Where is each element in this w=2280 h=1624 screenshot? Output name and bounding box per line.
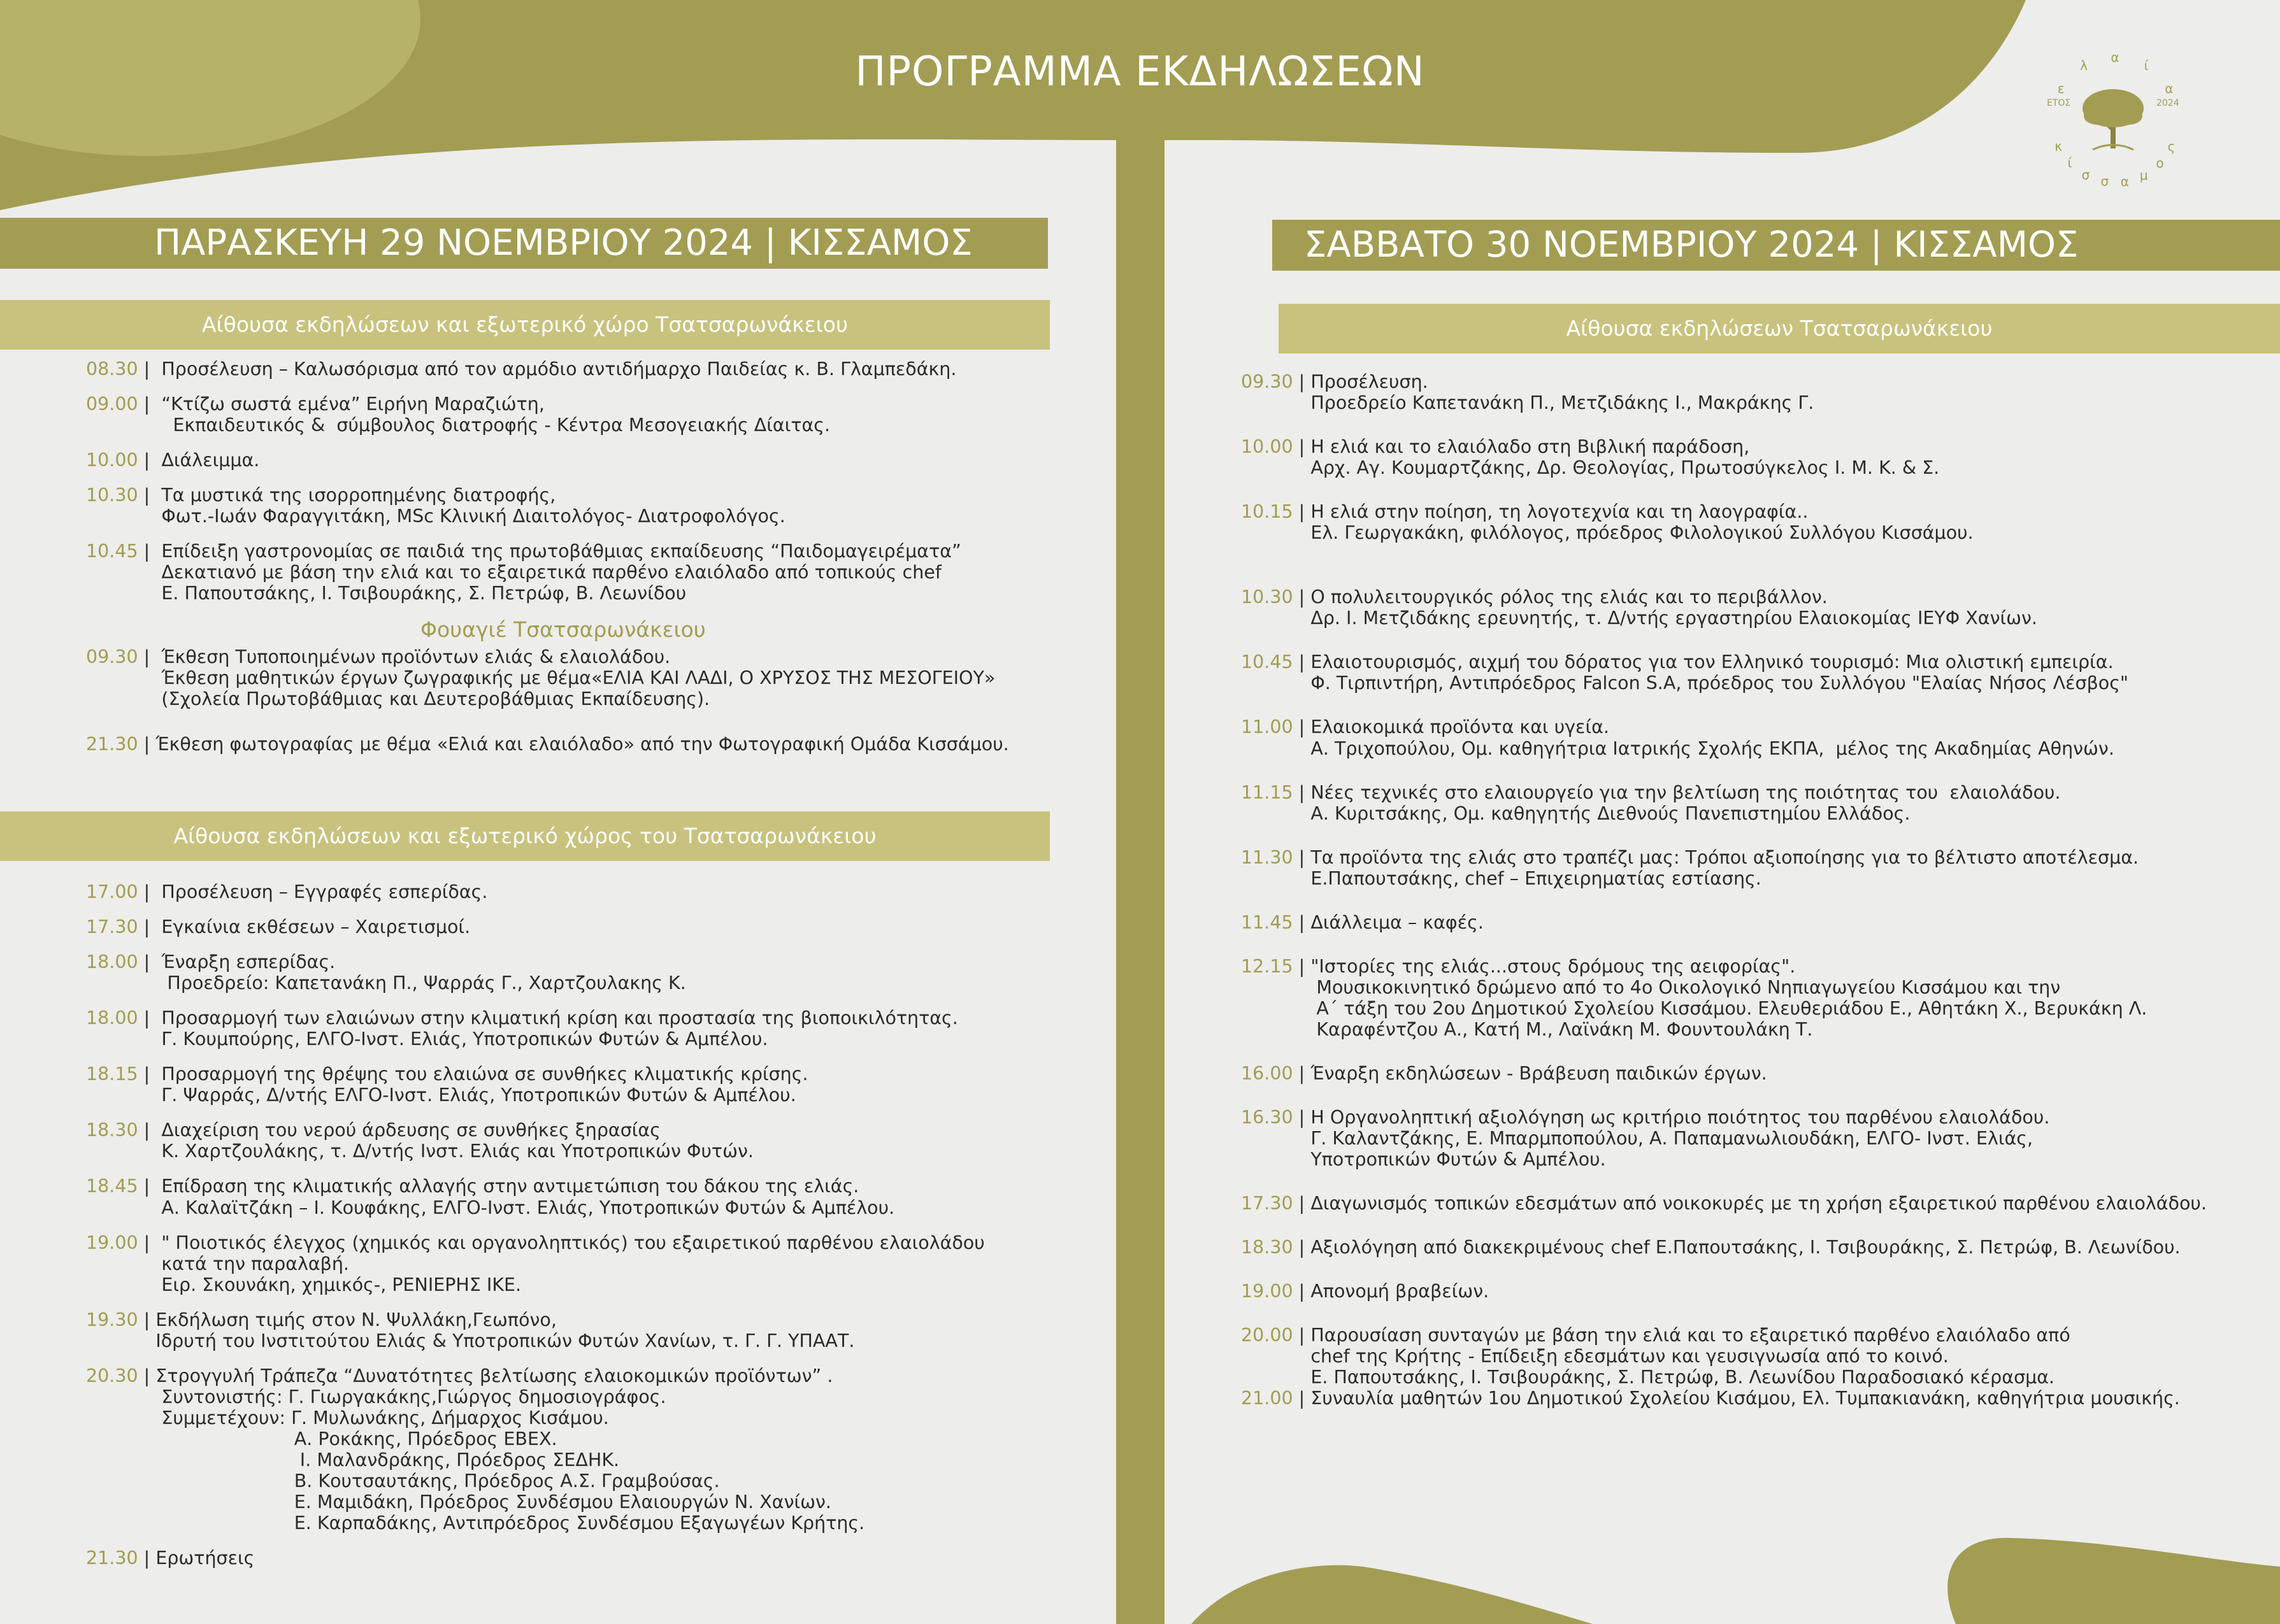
schedule-text: [161, 394, 830, 436]
logo-letter: α: [2120, 173, 2129, 189]
schedule-text: [1310, 1325, 2070, 1388]
schedule-text: [155, 1365, 864, 1534]
schedule-line: Ερωτήσεις: [155, 1548, 255, 1569]
schedule-line: Έκθεση φωτογραφίας με θέμα «Ελιά και ελαιόλαδο» από την Φωτογραφική Ομάδα Κισσάμου.: [155, 733, 1009, 755]
schedule-item: [1241, 587, 2207, 629]
schedule-text: [1310, 847, 2139, 889]
schedule-separator: |: [138, 951, 162, 973]
schedule-line: (Σχολεία Πρωτοβάθμιας και Δευτεροβάθμιας Εκπαίδευσης).: [161, 688, 710, 709]
schedule-line: Α΄ τάξη του 2ου Δημοτικού Σχολείου Κισσάμου. Ελευθεριάδου Ε., Αθητάκη Χ., Βερυκάκη Λ.: [1310, 997, 2147, 1019]
schedule-separator: |: [138, 1548, 156, 1569]
schedule-line: Επίδραση της κλιματικής αλλαγής στην αντιμετώπιση του δάκου της ελιάς.: [161, 1176, 859, 1197]
schedule-time: 18.00: [86, 1008, 138, 1029]
schedule-item: [1241, 1193, 2207, 1214]
schedule-item: [86, 646, 1009, 709]
schedule-time: 09.30: [1241, 371, 1293, 392]
schedule-text: [1310, 1063, 1767, 1084]
schedule-line: Προσαρμογή των ελαιώνων στην κλιματική κρίση και προστασία της βιοποικιλότητας.: [161, 1008, 958, 1029]
schedule-line: Διάλειμμα.: [161, 450, 260, 471]
schedule-item: [86, 1309, 985, 1351]
schedule-time: 17.00: [86, 881, 138, 902]
schedule-text: [1310, 956, 2147, 1040]
schedule-separator: |: [138, 1120, 162, 1141]
schedule-line: Προσέλευση.: [1310, 371, 1428, 392]
logo-letter: ο: [2156, 155, 2164, 171]
schedule-time: 18.15: [86, 1064, 138, 1085]
schedule-item: [86, 951, 985, 994]
schedule-line: “Κτίζω σωστά εμένα” Ειρήνη Μαραζιώτη,: [161, 394, 545, 415]
schedule-time: 20.00: [1241, 1325, 1293, 1346]
right-day-title: ΣΑΒΒΑΤΟ 30 ΝΟΕΜΒΡΙΟΥ 2024 | ΚΙΣΣΑΜΟΣ: [1304, 224, 2079, 266]
schedule-line: Προεδρείο Καπετανάκη Π., Μετζιδάκης Ι., Μακράκης Γ.: [1310, 392, 1814, 414]
left-section2-banner: [0, 811, 1050, 861]
schedule-item: [86, 1365, 985, 1534]
schedule-separator: |: [1293, 955, 1311, 977]
schedule-text: [1310, 716, 2114, 759]
schedule-text: [1310, 1281, 1489, 1302]
schedule-text: [161, 450, 259, 471]
schedule-item: [1241, 956, 2207, 1040]
schedule-item: [1241, 1388, 2207, 1409]
schedule-item: [1241, 1281, 2207, 1302]
schedule-time: 21.00: [1241, 1388, 1293, 1409]
left-section2-items: [86, 881, 985, 1569]
schedule-line: Εκπαιδευτικός & σύμβουλος διατροφής - Κέντρα Μεσογειακής Δίαιτας.: [161, 415, 831, 436]
left-section1-schedule: [86, 359, 1009, 755]
schedule-time: 09.00: [86, 394, 138, 415]
schedule-separator: |: [138, 1008, 162, 1029]
schedule-separator: |: [138, 450, 162, 471]
schedule-separator: |: [1293, 436, 1311, 458]
schedule-time: 21.30: [86, 1548, 138, 1569]
left-section1-items2: [86, 646, 1009, 755]
schedule-item: [1241, 1325, 2207, 1388]
left-section2-schedule: [86, 881, 985, 1569]
schedule-line: κατά την παραλαβή.: [161, 1253, 349, 1274]
logo-letter: λ: [2080, 58, 2088, 74]
schedule-text: [1310, 1193, 2207, 1214]
schedule-line: Διάλλειμα – καφές.: [1310, 911, 1484, 933]
left-section1-title: Αίθουσα εκδηλώσεων και εξωτερικό χώρο Τσατσαρωνάκειου: [201, 312, 849, 337]
right-section1-banner: [1279, 304, 2280, 353]
schedule-line: Μουσικοκινητικό δρώμενο από το 4ο Οικολογικό Νηπιαγωγείου Κισσάμου και την: [1310, 976, 2061, 998]
schedule-line: Ειρ. Σκουνάκη, χημικός-, ΡΕΝΙΕΡΗΣ ΙΚΕ.: [161, 1274, 522, 1295]
schedule-text: [161, 1120, 754, 1162]
left-section1-items: [86, 359, 1009, 604]
schedule-separator: |: [1293, 716, 1311, 738]
schedule-line: Ι. Μαλανδράκης, Πρόεδρος ΣΕΔΗΚ.: [155, 1449, 620, 1471]
left-section1-banner: [0, 300, 1050, 350]
schedule-time: 18.00: [86, 951, 138, 973]
schedule-item: [86, 881, 985, 902]
center-divider: [1116, 139, 1165, 1624]
schedule-line: Έκθεση μαθητικών έργων ζωγραφικής με θέμα«ΕΛΙΑ ΚΑΙ ΛΑΔΙ, Ο ΧΡΥΣΟΣ ΤΗΣ ΜΕΣΟΓΕΙΟΥ»: [161, 667, 996, 688]
schedule-separator: |: [138, 646, 162, 667]
schedule-time: 10.15: [1241, 501, 1293, 523]
left-day-title: ΠΑΡΑΣΚΕΥΗ 29 ΝΟΕΜΒΡΙΟΥ 2024 | ΚΙΣΣΑΜΟΣ: [154, 222, 973, 264]
schedule-time: 11.45: [1241, 911, 1293, 933]
schedule-separator: |: [1293, 1193, 1311, 1214]
schedule-item: [1241, 782, 2207, 824]
right-section1-title: Αίθουσα εκδηλώσεων Τσατσαρωνάκειου: [1566, 316, 1993, 341]
schedule-text: [161, 916, 470, 937]
schedule-line: Έναρξη εσπερίδας.: [161, 951, 336, 973]
schedule-separator: |: [138, 733, 156, 755]
schedule-line: Εγκαίνια εκθέσεων – Χαιρετισμοί.: [161, 916, 471, 938]
schedule-line: "Ιστορίες της ελιάς...στους δρόμους της αειφορίας".: [1310, 955, 1796, 977]
schedule-line: Ιδρυτή του Ινστιτούτου Ελιάς & Υποτροπικών Φυτών Χανίων, τ. Γ. Γ. ΥΠΑΑΤ.: [155, 1330, 855, 1351]
schedule-item: [86, 359, 1009, 380]
schedule-time: 17.30: [1241, 1193, 1293, 1214]
schedule-text: [1310, 587, 2037, 629]
right-section1-items: [1241, 371, 2207, 1409]
schedule-text: [161, 1008, 957, 1050]
schedule-separator: |: [1293, 1062, 1311, 1084]
schedule-line: Έκθεση Τυποποιημένων προϊόντων ελιάς & ελαιολάδου.: [161, 646, 671, 667]
schedule-separator: |: [1293, 1388, 1311, 1409]
schedule-item: [1241, 847, 2207, 889]
schedule-line: Συμμετέχουν: Γ. Μυλωνάκης, Δήμαρχος Κισάμου.: [155, 1407, 609, 1428]
schedule-line: Γ. Κουμπούρης, ΕΛΓΟ-Ινστ. Ελιάς, Υποτροπικών Φυτών & Αμπέλου.: [161, 1029, 768, 1050]
schedule-text: [1310, 1388, 2180, 1409]
schedule-line: Ελ. Γεωργακάκη, φιλόλογος, πρόεδρος Φιλολογικού Συλλόγου Κισσάμου.: [1310, 522, 1974, 544]
left-subheading: Φουαγιέ Τσατσαρωνάκειου: [420, 617, 706, 643]
schedule-text: [1310, 1107, 2049, 1170]
schedule-time: 10.30: [86, 485, 138, 506]
schedule-text: [1310, 912, 1484, 933]
logo-letter: μ: [2139, 167, 2148, 183]
schedule-line: Προεδρείο: Καπετανάκη Π., Ψαρράς Γ., Χαρτζουλακης Κ.: [161, 972, 686, 994]
schedule-line: Στρογγυλή Τράπεζα “Δυνατότητες βελτίωσης ελαιοκομικών προϊόντων” .: [155, 1365, 833, 1386]
schedule-item: [86, 1232, 985, 1295]
schedule-separator: |: [138, 916, 162, 938]
schedule-time: 10.00: [1241, 436, 1293, 458]
schedule-line: Τα μυστικά της ισορροπημένης διατροφής,: [161, 485, 556, 506]
schedule-separator: |: [1293, 587, 1311, 608]
schedule-item: [1241, 716, 2207, 759]
schedule-text: [161, 541, 961, 604]
schedule-item: [1241, 371, 2207, 413]
olive-tree-logo: [2035, 45, 2195, 204]
schedule-time: 11.00: [1241, 716, 1293, 738]
schedule-separator: |: [138, 359, 162, 380]
logo-right-label: 2024: [2156, 98, 2179, 108]
schedule-item: [1241, 1107, 2207, 1170]
schedule-text: [161, 359, 956, 380]
schedule-text: [161, 646, 995, 709]
schedule-item: [1241, 501, 2207, 543]
schedule-time: 21.30: [86, 733, 138, 755]
schedule-line: Ο πολυλειτουργικός ρόλος της ελιάς και το περιβάλλον.: [1310, 587, 1828, 608]
schedule-line: Προσέλευση – Καλωσόρισμα από τον αρμόδιο αντιδήμαρχο Παιδείας κ. Β. Γλαμπεδάκη.: [161, 359, 957, 380]
logo-letter: ε: [2057, 81, 2065, 96]
schedule-text: [1310, 501, 1973, 543]
schedule-item: [86, 734, 1009, 755]
schedule-time: 18.30: [1241, 1237, 1293, 1258]
schedule-time: 19.00: [1241, 1281, 1293, 1302]
schedule-text: [161, 1064, 808, 1106]
schedule-line: Ε. Παπουτσάκης, Ι. Τσιβουράκης, Σ. Πετρώφ, Β. Λεωνίδου Παραδοσιακό κέρασμα.: [1310, 1367, 2055, 1388]
schedule-item: [86, 916, 985, 937]
schedule-line: Ε. Καρπαδάκης, Αντιπρόεδρος Συνδέσμου Εξαγωγέων Κρήτης.: [155, 1513, 865, 1534]
schedule-time: 08.30: [86, 359, 138, 380]
schedule-separator: |: [138, 541, 162, 562]
schedule-text: [161, 881, 487, 902]
right-section1-schedule: [1241, 371, 2207, 1421]
logo-letter: α: [2165, 81, 2174, 96]
right-day-banner: [1272, 220, 2280, 271]
schedule-line: Φ. Τιρπιντήρη, Αντιπρόεδρος Falcon S.A, πρόεδρος του Συλλόγου "Ελαίας Νήσος Λέσβος": [1310, 673, 2129, 694]
schedule-line: Ε. Παπουτσάκης, Ι. Τσιβουράκης, Σ. Πετρώφ, Β. Λεωνίδου: [161, 583, 687, 604]
schedule-text: [155, 1309, 854, 1351]
bottom-right-blob: [1947, 1538, 2280, 1624]
schedule-line: Η ελιά στην ποίηση, τη λογοτεχνία και τη λαογραφία..: [1310, 501, 1809, 523]
schedule-separator: |: [1293, 781, 1311, 803]
schedule-time: 10.00: [86, 450, 138, 471]
schedule-line: Εκδήλωση τιμής στον Ν. Ψυλλάκη,Γεωπόνο,: [155, 1309, 557, 1330]
schedule-text: [155, 1548, 254, 1569]
schedule-separator: |: [1293, 1325, 1311, 1346]
schedule-time: 10.30: [1241, 587, 1293, 608]
schedule-separator: |: [138, 485, 162, 506]
schedule-time: 19.30: [86, 1309, 138, 1330]
logo-letter: α: [2111, 50, 2119, 65]
schedule-text: [1310, 371, 1814, 413]
schedule-time: 16.00: [1241, 1062, 1293, 1084]
schedule-item: [86, 485, 1009, 527]
logo-left-label: ΕΤΟΣ: [2047, 98, 2071, 108]
schedule-line: Γ. Ψαρράς, Δ/ντής ΕΛΓΟ-Ινστ. Ελιάς, Υποτροπικών Φυτών & Αμπέλου.: [161, 1085, 796, 1106]
bottom-center-blob: [1191, 1565, 1593, 1624]
schedule-time: 17.30: [86, 916, 138, 938]
schedule-text: [1310, 1237, 2180, 1258]
schedule-time: 18.30: [86, 1120, 138, 1141]
schedule-time: 09.30: [86, 646, 138, 667]
schedule-item: [1241, 1063, 2207, 1084]
schedule-text: [161, 485, 785, 527]
schedule-time: 10.45: [1241, 652, 1293, 673]
schedule-separator: |: [1293, 911, 1311, 933]
schedule-line: Αξιολόγηση από διακεκριμένους chef Ε.Παπουτσάκης, Ι. Τσιβουράκης, Σ. Πετρώφ, Β. Λεωνίδου.: [1310, 1237, 2181, 1258]
schedule-item: [86, 1120, 985, 1162]
schedule-item: [86, 450, 1009, 471]
olive-tree-icon: [2083, 89, 2144, 150]
schedule-line: Κ. Χαρτζουλάκης, τ. Δ/ντής Ινστ. Ελιάς και Υποτροπικών Φυτών.: [161, 1141, 754, 1162]
schedule-line: Φωτ.-Ιωάν Φαραγγιτάκη, MSc Κλινική Διαιτολόγος- Διατροφολόγος.: [161, 506, 785, 527]
page-title: ΠΡΟΓΡΑΜΜΑ ΕΚΔΗΛΩΣΕΩΝ: [855, 48, 1425, 96]
schedule-separator: |: [138, 881, 162, 902]
schedule-time: 10.45: [86, 541, 138, 562]
schedule-separator: |: [1293, 501, 1311, 523]
schedule-line: Η ελιά και το ελαιόλαδο στη Βιβλική παράδοση,: [1310, 436, 1750, 458]
schedule-line: Διαχείριση του νερού άρδευσης σε συνθήκες ξηρασίας: [161, 1120, 661, 1141]
schedule-line: Δρ. Ι. Μετζιδάκης ερευνητής, τ. Δ/ντής εργαστηρίου Ελαιοκομίας ΙΕΥΦ Χανίων.: [1310, 608, 2037, 629]
schedule-separator: |: [138, 1176, 162, 1197]
schedule-item: [86, 1064, 985, 1106]
schedule-text: [1310, 652, 2128, 694]
schedule-item: [86, 1548, 985, 1569]
left-section2-title: Αίθουσα εκδηλώσεων και εξωτερικό χώρος του Τσατσαρωνάκειου: [173, 823, 877, 848]
left-day-banner: [0, 218, 1048, 269]
schedule-line: Α. Ροκάκης, Πρόεδρος ΕΒΕΧ.: [155, 1428, 557, 1449]
schedule-time: 18.45: [86, 1176, 138, 1197]
schedule-line: Τα προϊόντα της ελιάς στο τραπέζι μας: Τρόποι αξιοποίησης για το βέλτιστο αποτέλεσμα.: [1310, 846, 2139, 868]
logo-letter: κ: [2054, 138, 2063, 154]
schedule-time: 11.30: [1241, 846, 1293, 868]
schedule-separator: |: [138, 1232, 162, 1253]
schedule-line: Νέες τεχνικές στο ελαιουργείο για την βελτίωση της ποιότητας του ελαιολάδου.: [1310, 781, 2061, 803]
schedule-line: Ε. Μαμιδάκη, Πρόεδρος Συνδέσμου Ελαιουργών Ν. Χανίων.: [155, 1492, 831, 1513]
schedule-text: [1310, 782, 2060, 824]
schedule-line: Β. Κουτσαυτάκης, Πρόεδρος Α.Σ. Γραμβούσας.: [155, 1471, 720, 1492]
logo-letter: ί: [2144, 58, 2149, 74]
schedule-item: [1241, 652, 2207, 694]
schedule-line: Έναρξη εκδηλώσεων - Βράβευση παιδικών έργων.: [1310, 1062, 1767, 1084]
logo-letter: ς: [2167, 139, 2176, 155]
schedule-line: Επίδειξη γαστρονομίας σε παιδιά της πρωτοβάθμιας εκπαίδευσης “Παιδομαγειρέματα”: [161, 541, 961, 562]
schedule-separator: |: [138, 1064, 162, 1085]
schedule-text: [161, 951, 685, 994]
schedule-line: Απονομή βραβείων.: [1310, 1281, 1489, 1302]
schedule-line: Η Οργανοληπτική αξιολόγηση ως κριτήριο ποιότητος του παρθένου ελαιολάδου.: [1310, 1107, 2050, 1129]
schedule-text: [161, 1176, 894, 1218]
schedule-item: [86, 1176, 985, 1218]
schedule-separator: |: [138, 1365, 156, 1386]
schedule-line: Γ. Καλαντζάκης, Ε. Μπαρμποπούλου, Α. Παπαμανωλιουδάκη, ΕΛΓΟ- Ινστ. Ελιάς,: [1310, 1128, 2033, 1150]
schedule-separator: |: [1293, 1281, 1311, 1302]
schedule-line: Ε.Παπουτσάκης, chef – Επιχειρηματίας εστίασης.: [1310, 867, 1761, 889]
schedule-line: Α. Κυριτσάκης, Ομ. καθηγητής Διεθνούς Πανεπιστημίου Ελλάδος.: [1310, 802, 1911, 824]
schedule-line: " Ποιοτικός έλεγχος (χημικός και οργανοληπτικός) του εξαιρετικού παρθένου ελαιολάδου: [161, 1232, 985, 1253]
schedule-time: 19.00: [86, 1232, 138, 1253]
schedule-time: 12.15: [1241, 955, 1293, 977]
schedule-text: [1310, 436, 1939, 478]
schedule-item: [86, 1008, 985, 1050]
schedule-line: Δεκατιανό με βάση την ελιά και το εξαιρετικά παρθένο ελαιόλαδο από τοπικούς chef: [161, 562, 942, 583]
schedule-line: Διαγωνισμός τοπικών εδεσμάτων από νοικοκυρές με τη χρήση εξαιρετικού παρθένου ελαιολάδου.: [1310, 1193, 2207, 1214]
schedule-separator: |: [1293, 846, 1311, 868]
schedule-separator: |: [1293, 652, 1311, 673]
schedule-line: Αρχ. Αγ. Κουμαρτζάκης, Δρ. Θεολογίας, Πρωτοσύγκελος Ι. Μ. Κ. & Σ.: [1310, 457, 1940, 479]
schedule-line: Α. Καλαϊτζάκη – Ι. Κουφάκης, ΕΛΓΟ-Ινστ. Ελιάς, Υποτροπικών Φυτών & Αμπέλου.: [161, 1197, 895, 1218]
schedule-item: [1241, 912, 2207, 933]
schedule-time: 20.30: [86, 1365, 138, 1386]
schedule-separator: |: [138, 1309, 156, 1330]
schedule-line: Ελαιοτουρισμός, αιχμή του δόρατος για τον Ελληνικό τουρισμό: Μια ολιστική εμπειρία.: [1310, 652, 2114, 673]
schedule-separator: |: [138, 394, 162, 415]
schedule-line: Α. Τριχοπούλου, Ομ. καθηγήτρια Ιατρικής Σχολής ΕΚΠΑ, μέλος της Ακαδημίας Αθηνών.: [1310, 737, 2114, 759]
schedule-line: Ελαιοκομικά προϊόντα και υγεία.: [1310, 716, 1609, 738]
logo-letter: σ: [2081, 167, 2090, 183]
schedule-item: [86, 394, 1009, 436]
schedule-line: Συναυλία μαθητών 1ου Δημοτικού Σχολείου Κισάμου, Ελ. Τυμπακιανάκη, καθηγήτρια μουσικής.: [1310, 1388, 2180, 1409]
schedule-separator: |: [1293, 1237, 1311, 1258]
schedule-line: chef της Κρήτης - Επίδειξη εδεσμάτων και γευσιγνωσία από το κοινό.: [1310, 1346, 1949, 1367]
schedule-text: [155, 734, 1008, 755]
schedule-item: [86, 541, 1009, 604]
schedule-item: [1241, 1237, 2207, 1258]
schedule-line: Καραφέντζου Α., Κατή Μ., Λαϊνάκη Μ. Φουντουλάκη Τ.: [1310, 1018, 1813, 1040]
schedule-line: Παρουσίαση συνταγών με βάση την ελιά και το εξαιρετικό παρθένο ελαιόλαδο από: [1310, 1325, 2070, 1346]
schedule-time: 16.30: [1241, 1107, 1293, 1129]
schedule-separator: |: [1293, 371, 1311, 392]
schedule-line: Υποτροπικών Φυτών & Αμπέλου.: [1310, 1149, 1606, 1171]
schedule-text: [161, 1232, 984, 1295]
schedule-time: 11.15: [1241, 781, 1293, 803]
schedule-separator: |: [1293, 1107, 1311, 1129]
schedule-line: Συντονιστής: Γ. Γιωργακάκης,Γιώργος δημοσιογράφος.: [155, 1386, 666, 1407]
logo-letter: ί: [2067, 155, 2072, 171]
logo-letter: σ: [2100, 173, 2109, 189]
schedule-item: [1241, 436, 2207, 478]
schedule-line: Προσαρμογή της θρέψης του ελαιώνα σε συνθήκες κλιματικής κρίσης.: [161, 1064, 808, 1085]
schedule-line: Προσέλευση – Εγγραφές εσπερίδας.: [161, 881, 488, 902]
